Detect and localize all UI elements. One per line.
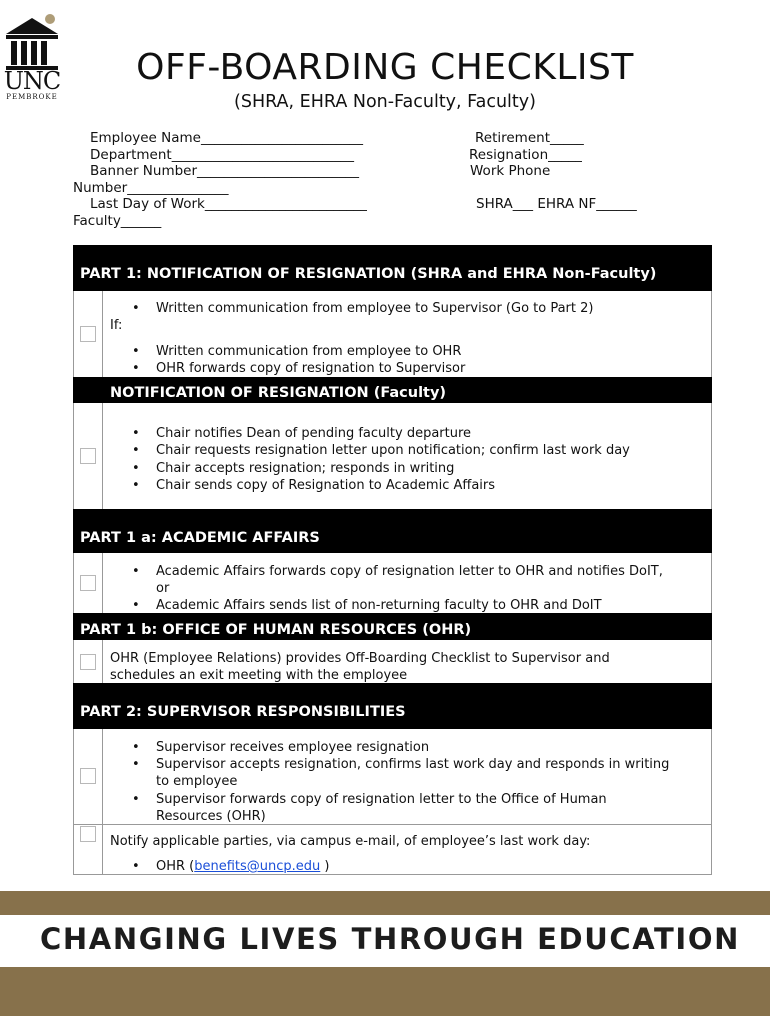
employee-name-field[interactable]: Employee Name________________________: [90, 130, 363, 146]
part2-bullet: • Supervisor forwards copy of resignation letter to the Office of Human: [156, 791, 607, 808]
part1-heading-text: PART 1: NOTIFICATION OF RESIGNATION (SHRA and EHRA Non-Faculty): [80, 266, 657, 282]
department-field[interactable]: Department___________________________: [90, 147, 354, 163]
faculty-notice-bullet: • Chair notifies Dean of pending faculty departure: [156, 425, 471, 442]
part2-bullet: • Supervisor receives employee resignation: [156, 739, 429, 756]
part1b-checkbox[interactable]: [80, 654, 96, 670]
part2-bullet-cont: to employee: [156, 774, 238, 789]
part2-bullet-cont: Resources (OHR): [156, 809, 266, 824]
resignation-field[interactable]: Resignation_____: [469, 147, 582, 163]
faculty-notice-checkbox[interactable]: [80, 448, 96, 464]
faculty-notice-heading: [73, 377, 712, 403]
faculty-notice-bullet: • Chair accepts resignation; responds in writing: [156, 460, 454, 477]
part2-checkbox[interactable]: [80, 768, 96, 784]
part1-bullet: • Written communication from employee to OHR: [156, 343, 461, 360]
banner-number-field[interactable]: Banner Number________________________: [90, 163, 360, 179]
part1a-heading-text: PART 1 a: ACADEMIC AFFAIRS: [80, 530, 320, 546]
part1a-bullet: • Academic Affairs sends list of non-returning faculty to OHR and DoIT: [156, 597, 602, 614]
part2-ohr-bullet: [156, 858, 330, 875]
faculty-notice-bullet: • Chair requests resignation letter upon notification; confirm last work day: [156, 442, 630, 459]
ohr-suffix: ): [320, 859, 330, 874]
part2-heading-text: PART 2: SUPERVISOR RESPONSIBILITIES: [80, 704, 406, 720]
part1b-text-cont: schedules an exit meeting with the employee: [110, 668, 408, 683]
part1b-heading: [73, 613, 712, 640]
logo-subtext: PEMBROKE: [6, 93, 58, 101]
page-subtitle: (SHRA, EHRA Non-Faculty, Faculty): [234, 92, 536, 112]
part2-heading: [73, 683, 712, 729]
retirement-field[interactable]: Retirement_____: [475, 130, 584, 146]
faculty-field[interactable]: Faculty______: [73, 213, 162, 229]
ohr-email-link[interactable]: benefits@uncp.edu: [194, 859, 321, 874]
logo-text: UNC: [3, 67, 61, 95]
part1-checkbox[interactable]: [80, 326, 96, 342]
part1a-bullet: • Academic Affairs forwards copy of resignation letter to OHR and notifies DoIT,: [156, 563, 663, 580]
faculty-notice-bullet: • Chair sends copy of Resignation to Academic Affairs: [156, 477, 495, 494]
part1b-text: OHR (Employee Relations) provides Off-Boarding Checklist to Supervisor and: [110, 651, 610, 666]
footer-band-top: [0, 891, 770, 915]
part2-bullet: • Supervisor accepts resignation, confirms last work day and responds in writing: [156, 756, 669, 773]
part1b-heading-text: PART 1 b: OFFICE OF HUMAN RESOURCES (OHR): [80, 622, 472, 638]
ohr-prefix: OHR (: [156, 859, 195, 874]
part1-bullet: • Written communication from employee to Supervisor (Go to Part 2): [156, 300, 593, 317]
part1a-heading: [73, 509, 712, 553]
part2-notify-checkbox[interactable]: [80, 826, 96, 842]
employee-category-field[interactable]: SHRA___ EHRA NF______: [476, 196, 637, 212]
footer-band-bottom: [0, 967, 770, 1016]
part2-notify-text: Notify applicable parties, via campus e-mail, of employee’s last work day:: [110, 834, 591, 849]
part1a-bullet-cont: or: [156, 581, 170, 596]
footer-tagline: CHANGING LIVES THROUGH EDUCATION: [40, 922, 740, 956]
page-title: OFF-BOARDING CHECKLIST: [136, 47, 634, 88]
part1-bullet: • OHR forwards copy of resignation to Supervisor: [156, 360, 465, 377]
banner-number-field-cont: Number_______________: [73, 180, 229, 196]
work-phone-field[interactable]: Work Phone: [470, 163, 551, 179]
last-day-field[interactable]: Last Day of Work________________________: [90, 196, 367, 212]
part1-if-label: If:: [110, 318, 123, 333]
faculty-notice-heading-text: NOTIFICATION OF RESIGNATION (Faculty): [110, 385, 447, 401]
part1a-checkbox[interactable]: [80, 575, 96, 591]
part1-heading: [73, 245, 712, 291]
